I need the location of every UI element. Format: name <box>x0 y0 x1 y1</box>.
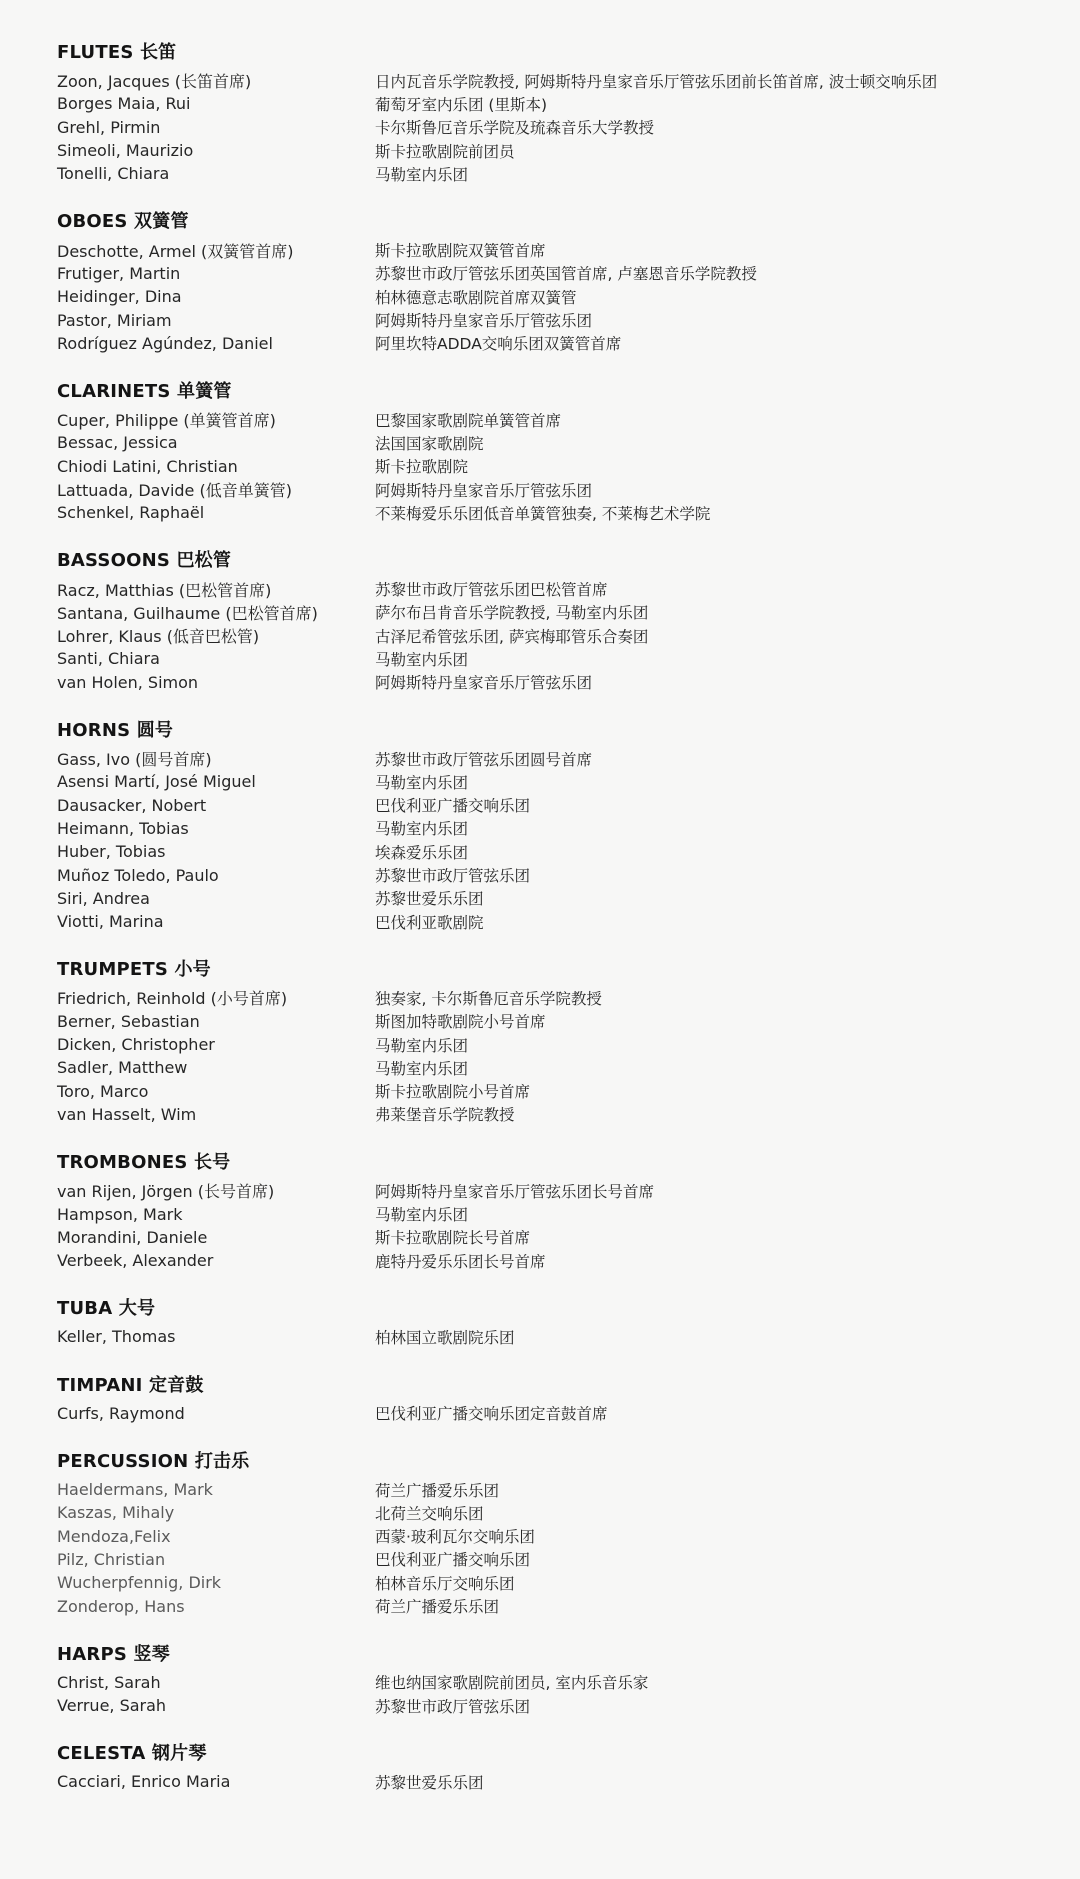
musician-name: Keller, Thomas <box>57 1327 176 1347</box>
musician-row <box>57 69 1020 92</box>
musician-row <box>57 910 1020 933</box>
musician-affiliation: 马勒室内乐团 <box>375 1206 469 1225</box>
musician-affiliation: 斯卡拉歌剧院 <box>375 458 469 477</box>
instrument-section <box>57 379 1020 524</box>
musician-name: Frutiger, Martin <box>57 263 181 283</box>
musician-name: Lohrer, Klaus (低音巴松管) <box>57 627 260 647</box>
section-title: CELESTA 钢片琴 <box>57 1743 207 1765</box>
instrument-section <box>57 1296 1020 1348</box>
musician-affiliation: 斯卡拉歌剧院小号首席 <box>375 1083 531 1102</box>
orchestra-roster <box>57 40 1020 1794</box>
musician-name: Zoon, Jacques (长笛首席) <box>57 72 252 92</box>
musician-name: Sadler, Matthew <box>57 1058 188 1078</box>
musician-row <box>57 624 1020 647</box>
musician-row <box>57 1249 1020 1272</box>
musician-name: Schenkel, Raphaël <box>57 503 205 523</box>
musician-affiliation: 法国国家歌剧院 <box>375 434 484 453</box>
musician-row <box>57 92 1020 115</box>
instrument-section <box>57 1449 1020 1618</box>
musician-name: Chiodi Latini, Christian <box>57 456 238 476</box>
musician-row <box>57 770 1020 793</box>
musician-affiliation: 苏黎世市政厅管弦乐团圆号首席 <box>375 750 593 769</box>
musician-affiliation: 马勒室内乐团 <box>375 1059 469 1078</box>
musician-name: Zonderop, Hans <box>57 1596 185 1616</box>
musician-affiliation: 苏黎世市政厅管弦乐团英国管首席, 卢塞恩音乐学院教授 <box>375 265 757 284</box>
musician-row <box>57 1080 1020 1103</box>
musician-row <box>57 332 1020 355</box>
musician-name: Gass, Ivo (圆号首席) <box>57 750 212 770</box>
musician-row <box>57 840 1020 863</box>
section-title: CLARINETS 单簧管 <box>57 380 232 402</box>
musician-affiliation: 柏林音乐厅交响乐团 <box>375 1574 515 1593</box>
musician-name: Kaszas, Mihaly <box>57 1503 175 1523</box>
musician-name: Curfs, Raymond <box>57 1403 185 1423</box>
musician-affiliation: 巴伐利亚歌剧院 <box>375 913 484 932</box>
musician-name: Cacciari, Enrico Maria <box>57 1772 231 1792</box>
musician-name: Pastor, Miriam <box>57 310 172 330</box>
musician-row <box>57 1524 1020 1547</box>
musician-row <box>57 1571 1020 1594</box>
musician-affiliation: 不莱梅爱乐乐团低音单簧管独奏, 不莱梅艺术学院 <box>375 504 711 523</box>
musician-affiliation: 巴伐利亚广播交响乐团 <box>375 1551 531 1570</box>
musician-affiliation: 日内瓦音乐学院教授, 阿姆斯特丹皇家音乐厅管弦乐团前长笛首席, 波士顿交响乐团 <box>375 72 938 91</box>
musician-affiliation: 阿姆斯特丹皇家音乐厅管弦乐团长号首席 <box>375 1182 655 1201</box>
musician-name: Bessac, Jessica <box>57 433 178 453</box>
section-title: PERCUSSION 打击乐 <box>57 1450 250 1472</box>
musician-name: Heimann, Tobias <box>57 818 189 838</box>
musician-name: Muñoz Toledo, Paulo <box>57 865 219 885</box>
instrument-section <box>57 1741 1020 1793</box>
musician-name: Viotti, Marina <box>57 912 164 932</box>
musician-affiliation: 巴伐利亚广播交响乐团定音鼓首席 <box>375 1405 608 1424</box>
musician-name: Christ, Sarah <box>57 1672 161 1692</box>
musician-affiliation: 马勒室内乐团 <box>375 1036 469 1055</box>
musician-row <box>57 1548 1020 1571</box>
musician-affiliation: 古泽尼希管弦乐团, 萨宾梅耶管乐合奏团 <box>375 627 649 646</box>
musician-name: Pilz, Christian <box>57 1549 166 1569</box>
musician-row <box>57 238 1020 261</box>
musician-row <box>57 1056 1020 1079</box>
musician-name: Berner, Sebastian <box>57 1011 200 1031</box>
instrument-section <box>57 1150 1020 1272</box>
section-title: OBOES 双簧管 <box>57 211 189 233</box>
musician-row <box>57 887 1020 910</box>
musician-affiliation: 马勒室内乐团 <box>375 650 469 669</box>
musician-name: Heidinger, Dina <box>57 287 182 307</box>
musician-row <box>57 501 1020 524</box>
musician-name: Simeoli, Maurizio <box>57 141 194 161</box>
musician-row <box>57 455 1020 478</box>
musician-row <box>57 577 1020 600</box>
musician-name: Wucherpfennig, Dirk <box>57 1573 222 1593</box>
musician-affiliation: 斯卡拉歌剧院长号首席 <box>375 1229 531 1248</box>
musician-affiliation: 斯卡拉歌剧院双簧管首席 <box>375 242 546 261</box>
musician-row <box>57 1770 1020 1793</box>
musician-row <box>57 262 1020 285</box>
musician-row <box>57 1010 1020 1033</box>
section-title: FLUTES 长笛 <box>57 42 177 63</box>
section-title: TRUMPETS 小号 <box>57 959 211 981</box>
musician-name: Morandini, Daniele <box>57 1227 208 1247</box>
section-title: HORNS 圆号 <box>57 719 174 741</box>
musician-name: Dicken, Christopher <box>57 1035 215 1055</box>
instrument-section <box>57 957 1020 1126</box>
musician-name: Racz, Matthias (巴松管首席) <box>57 580 272 600</box>
section-title: TIMPANI 定音鼓 <box>57 1374 204 1396</box>
musician-row <box>57 1594 1020 1617</box>
musician-affiliation: 卡尔斯鲁厄音乐学院及琉森音乐大学教授 <box>375 119 655 138</box>
section-title: HARPS 竖琴 <box>57 1643 170 1665</box>
musician-name: Grehl, Pirmin <box>57 117 161 137</box>
section-title: BASSOONS 巴松管 <box>57 550 232 572</box>
musician-affiliation: 苏黎世市政厅管弦乐团 <box>375 867 531 886</box>
musician-row <box>57 139 1020 162</box>
instrument-section <box>57 548 1020 693</box>
musician-row <box>57 431 1020 454</box>
musician-row <box>57 285 1020 308</box>
musician-affiliation: 巴黎国家歌剧院单簧管首席 <box>375 411 562 430</box>
musician-affiliation: 马勒室内乐团 <box>375 820 469 839</box>
musician-name: Huber, Tobias <box>57 842 166 862</box>
musician-row <box>57 1501 1020 1524</box>
musician-row <box>57 1694 1020 1717</box>
musician-row <box>57 794 1020 817</box>
musician-affiliation: 巴伐利亚广播交响乐团 <box>375 797 531 816</box>
instrument-section <box>57 209 1020 354</box>
musician-affiliation: 阿里坎特ADDA交响乐团双簧管首席 <box>375 335 622 354</box>
musician-name: Friedrich, Reinhold (小号首席) <box>57 989 288 1009</box>
musician-name: Toro, Marco <box>57 1081 149 1101</box>
musician-affiliation: 马勒室内乐团 <box>375 773 469 792</box>
musician-name: Verbeek, Alexander <box>57 1251 214 1271</box>
musician-row <box>57 1033 1020 1056</box>
musician-name: Tonelli, Chiara <box>57 164 170 184</box>
musician-row <box>57 1325 1020 1348</box>
instrument-section <box>57 1642 1020 1718</box>
musician-row <box>57 1202 1020 1225</box>
musician-row <box>57 162 1020 185</box>
musician-row <box>57 1179 1020 1202</box>
musician-affiliation: 萨尔布吕肯音乐学院教授, 马勒室内乐团 <box>375 604 649 623</box>
musician-name: Cuper, Philippe (单簧管首席) <box>57 411 276 431</box>
instrument-section <box>57 718 1020 933</box>
section-title: TROMBONES 长号 <box>57 1152 231 1174</box>
musician-row <box>57 478 1020 501</box>
musician-affiliation: 斯图加特歌剧院小号首席 <box>375 1013 546 1032</box>
musician-name: Haeldermans, Mark <box>57 1480 213 1500</box>
musician-row <box>57 1671 1020 1694</box>
instrument-section <box>57 1373 1020 1425</box>
musician-affiliation: 西蒙·玻利瓦尔交响乐团 <box>375 1528 535 1547</box>
musician-affiliation: 维也纳国家歌剧院前团员, 室内乐音乐家 <box>375 1674 649 1693</box>
musician-affiliation: 荷兰广播爱乐乐团 <box>375 1598 500 1616</box>
musician-affiliation: 埃森爱乐乐团 <box>375 843 469 862</box>
musician-row <box>57 863 1020 886</box>
musician-row <box>57 1103 1020 1126</box>
musician-row <box>57 986 1020 1009</box>
musician-row <box>57 1478 1020 1501</box>
musician-name: Asensi Martí, José Miguel <box>57 772 256 792</box>
musician-affiliation: 鹿特丹爱乐乐团长号首席 <box>375 1252 546 1271</box>
musician-affiliation: 斯卡拉歌剧院前团员 <box>375 142 515 161</box>
musician-affiliation: 苏黎世市政厅管弦乐团 <box>375 1697 531 1716</box>
musician-name: van Rijen, Jörgen (长号首席) <box>57 1182 275 1202</box>
musician-affiliation: 柏林国立歌剧院乐团 <box>375 1328 515 1347</box>
musician-name: Mendoza,Felix <box>57 1526 171 1546</box>
musician-affiliation: 弗莱堡音乐学院教授 <box>375 1106 515 1125</box>
musician-row <box>57 601 1020 624</box>
musician-affiliation: 阿姆斯特丹皇家音乐厅管弦乐团 <box>375 674 593 693</box>
musician-row <box>57 747 1020 770</box>
musician-row <box>57 817 1020 840</box>
musician-name: Lattuada, Davide (低音单簧管) <box>57 481 292 500</box>
musician-affiliation: 苏黎世爱乐乐团 <box>375 1773 484 1792</box>
musician-name: Hampson, Mark <box>57 1204 183 1224</box>
musician-name: Santi, Chiara <box>57 649 160 669</box>
musician-affiliation: 苏黎世爱乐乐团 <box>375 890 484 909</box>
musician-affiliation: 柏林德意志歌剧院首席双簧管 <box>375 288 577 307</box>
musician-row <box>57 671 1020 694</box>
musician-row <box>57 408 1020 431</box>
section-title: TUBA 大号 <box>57 1298 156 1320</box>
musician-affiliation: 苏黎世市政厅管弦乐团巴松管首席 <box>375 581 608 600</box>
musician-name: van Hasselt, Wim <box>57 1104 197 1124</box>
musician-name: van Holen, Simon <box>57 672 199 692</box>
musician-row <box>57 1226 1020 1249</box>
musician-name: Santana, Guilhaume (巴松管首席) <box>57 603 318 623</box>
musician-row <box>57 308 1020 331</box>
musician-affiliation: 北荷兰交响乐团 <box>375 1504 484 1523</box>
musician-name: Deschotte, Armel (双簧管首席) <box>57 241 294 261</box>
musician-name: Siri, Andrea <box>57 888 150 908</box>
musician-name: Verrue, Sarah <box>57 1696 167 1716</box>
musician-affiliation: 阿姆斯特丹皇家音乐厅管弦乐团 <box>375 481 593 500</box>
musician-row <box>57 647 1020 670</box>
musician-name: Rodríguez Agúndez, Daniel <box>57 333 273 353</box>
musician-row <box>57 116 1020 139</box>
musician-name: Dausacker, Nobert <box>57 795 207 815</box>
musician-affiliation: 独奏家, 卡尔斯鲁厄音乐学院教授 <box>375 989 602 1008</box>
musician-affiliation: 葡萄牙室内乐团 (里斯本) <box>375 95 548 114</box>
musician-affiliation: 阿姆斯特丹皇家音乐厅管弦乐团 <box>375 312 593 331</box>
musician-affiliation: 马勒室内乐团 <box>375 165 469 184</box>
instrument-section <box>57 40 1020 185</box>
musician-name: Borges Maia, Rui <box>57 94 191 114</box>
musician-affiliation: 荷兰广播爱乐乐团 <box>375 1481 500 1500</box>
musician-row <box>57 1402 1020 1425</box>
